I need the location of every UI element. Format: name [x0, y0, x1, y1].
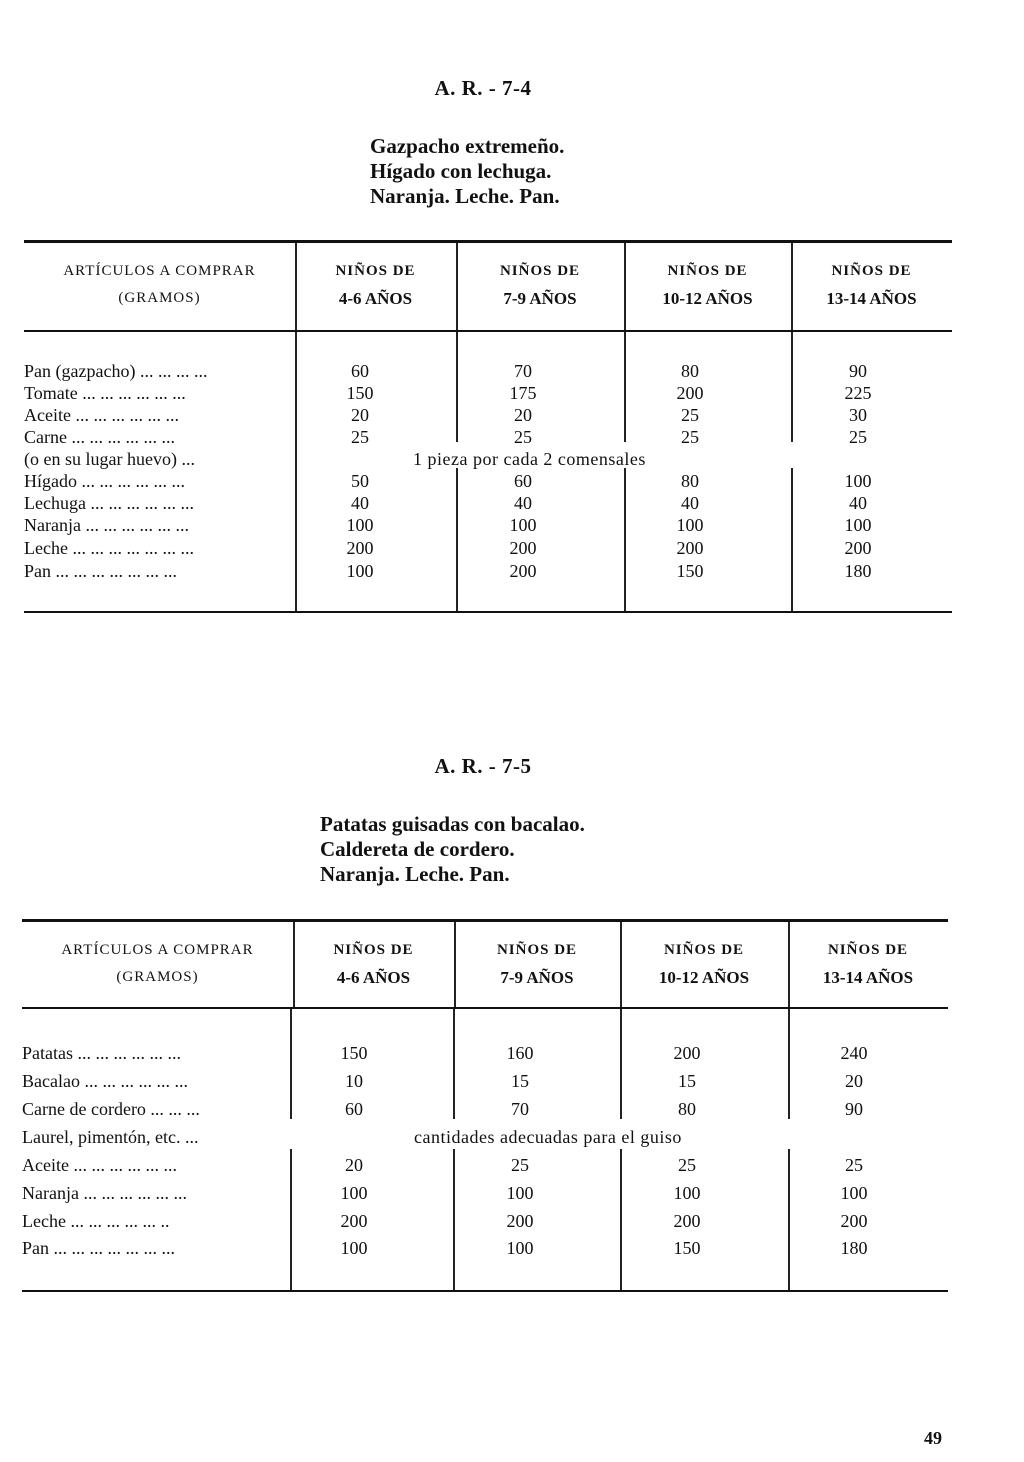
menu-item: Naranja. Leche. Pan.	[370, 184, 560, 208]
header-age-label: NIÑOS DE	[831, 263, 912, 279]
cell-value: 100	[506, 1183, 534, 1203]
header-age-label: NIÑOS DE	[499, 263, 581, 279]
header-age-col	[791, 258, 952, 312]
row-label: (o en su lugar huevo) ...	[24, 449, 195, 469]
cell-value: 180	[844, 561, 872, 581]
cell-value: 25	[849, 427, 867, 447]
table-row	[24, 448, 952, 470]
cell-value: 100	[346, 515, 374, 535]
spanning-note: cantidades adecuadas para el guiso	[414, 1127, 682, 1147]
cell-value: 25	[351, 427, 369, 447]
table-row	[24, 492, 952, 514]
row-label: Carne ... ... ... ... ... ...	[24, 427, 175, 447]
table-top-rule	[22, 919, 948, 922]
table-row	[22, 1126, 948, 1148]
cell-value: 30	[849, 405, 867, 425]
cell-value: 70	[511, 1099, 529, 1119]
cell-value: 70	[514, 361, 532, 381]
cell-value: 100	[346, 561, 374, 581]
shopping-table	[22, 919, 948, 1297]
header-age-col	[295, 258, 456, 312]
cell-value: 160	[506, 1043, 534, 1063]
cell-value: 10	[345, 1071, 363, 1091]
cell-value: 200	[506, 1211, 534, 1231]
cell-value: 60	[351, 361, 369, 381]
table-row	[22, 1154, 948, 1176]
cell-value: 25	[511, 1155, 529, 1175]
cell-value: 100	[509, 515, 537, 535]
header-articles	[24, 258, 295, 312]
cell-value: 200	[676, 538, 704, 558]
header-age-range: 13-14 AÑOS	[826, 289, 917, 308]
menu-item: Patatas guisadas con bacalao.	[320, 812, 585, 836]
cell-value: 25	[681, 405, 699, 425]
menu-item: Caldereta de cordero.	[320, 837, 515, 861]
row-label: Naranja ... ... ... ... ... ...	[24, 515, 189, 535]
cell-value: 15	[678, 1071, 696, 1091]
cell-value: 200	[840, 1211, 868, 1231]
table-row	[22, 1210, 948, 1232]
cell-value: 40	[849, 493, 867, 513]
table-row	[24, 404, 952, 426]
cell-value: 20	[345, 1155, 363, 1175]
header-age-col	[620, 937, 788, 991]
row-label: Bacalao ... ... ... ... ... ...	[22, 1071, 188, 1091]
header-age-range: 7-9 AÑOS	[500, 968, 574, 987]
cell-value: 90	[845, 1099, 863, 1119]
cell-value: 25	[678, 1155, 696, 1175]
cell-value: 80	[678, 1099, 696, 1119]
header-age-label: NIÑOS DE	[667, 263, 748, 279]
cell-value: 100	[840, 1183, 868, 1203]
cell-value: 100	[844, 515, 872, 535]
cell-value: 150	[346, 383, 374, 403]
table-row	[22, 1237, 948, 1259]
header-rule	[24, 330, 952, 332]
header-units-label: (GRAMOS)	[116, 969, 199, 985]
menu-item: Gazpacho extremeño.	[370, 134, 565, 158]
section-code: A. R. - 7-5	[434, 754, 532, 778]
header-units-label: (GRAMOS)	[118, 290, 201, 306]
header-age-col	[293, 937, 454, 991]
row-label: Pan ... ... ... ... ... ... ...	[22, 1238, 175, 1258]
table-bottom-rule	[24, 611, 952, 613]
cell-value: 25	[845, 1155, 863, 1175]
cell-value: 60	[514, 471, 532, 491]
header-age-range: 10-12 AÑOS	[658, 968, 750, 987]
row-label: Pan ... ... ... ... ... ... ...	[24, 561, 177, 581]
row-label: Naranja ... ... ... ... ... ...	[22, 1183, 187, 1203]
table-row	[24, 470, 952, 492]
row-label: Carne de cordero ... ... ...	[22, 1099, 200, 1119]
cell-value: 200	[346, 538, 374, 558]
row-label: Aceite ... ... ... ... ... ...	[24, 405, 179, 425]
row-label: Pan (gazpacho) ... ... ... ...	[24, 361, 208, 381]
cell-value: 200	[844, 538, 872, 558]
menu-list	[370, 134, 564, 209]
cell-value: 90	[849, 361, 867, 381]
header-age-col	[454, 937, 620, 991]
section-code: A. R. - 7-4	[434, 76, 532, 100]
row-label: Leche ... ... ... ... ... ... ...	[24, 538, 194, 558]
row-label: Aceite ... ... ... ... ... ...	[22, 1155, 177, 1175]
header-age-range: 13-14 AÑOS	[822, 968, 914, 987]
table-row	[24, 537, 952, 559]
cell-value: 150	[340, 1043, 368, 1063]
header-age-label: NIÑOS DE	[496, 942, 578, 958]
cell-value: 200	[509, 561, 537, 581]
header-articles	[22, 937, 293, 991]
header-age-label: NIÑOS DE	[333, 942, 414, 958]
table-bottom-rule	[22, 1290, 948, 1292]
row-label: Hígado ... ... ... ... ... ...	[24, 471, 185, 491]
cell-value: 100	[676, 515, 704, 535]
cell-value: 60	[345, 1099, 363, 1119]
row-label: Leche ... ... ... ... ... ..	[22, 1211, 170, 1231]
cell-value: 100	[844, 471, 872, 491]
cell-value: 225	[844, 383, 872, 403]
row-label: Laurel, pimentón, etc. ...	[22, 1127, 199, 1147]
table-top-rule	[24, 240, 952, 243]
cell-value: 200	[673, 1211, 701, 1231]
cell-value: 180	[840, 1238, 868, 1258]
cell-value: 25	[681, 427, 699, 447]
header-age-label: NIÑOS DE	[663, 942, 745, 958]
cell-value: 100	[673, 1183, 701, 1203]
table-row	[24, 360, 952, 382]
header-age-range: 4-6 AÑOS	[336, 968, 411, 987]
cell-value: 100	[340, 1183, 368, 1203]
row-label: Patatas ... ... ... ... ... ...	[22, 1043, 181, 1063]
cell-value: 100	[340, 1238, 368, 1258]
header-age-col	[456, 258, 624, 312]
cell-value: 20	[351, 405, 369, 425]
cell-value: 25	[514, 427, 532, 447]
cell-value: 100	[506, 1238, 534, 1258]
menu-list	[320, 812, 585, 887]
table-row	[24, 426, 952, 448]
cell-value: 40	[681, 493, 699, 513]
cell-value: 200	[673, 1043, 701, 1063]
cell-value: 150	[676, 561, 704, 581]
table-row	[22, 1182, 948, 1204]
cell-value: 80	[681, 361, 699, 381]
header-age-range: 10-12 AÑOS	[662, 289, 753, 308]
header-age-col	[624, 258, 791, 312]
table-row	[24, 382, 952, 404]
spanning-note: 1 pieza por cada 2 comensales	[413, 449, 646, 469]
cell-value: 80	[681, 471, 699, 491]
cell-value: 150	[673, 1238, 701, 1258]
cell-value: 240	[840, 1043, 868, 1063]
table-row	[22, 1042, 948, 1064]
cell-value: 20	[514, 405, 532, 425]
table-row	[24, 560, 952, 582]
header-age-range: 7-9 AÑOS	[503, 289, 577, 308]
cell-value: 15	[511, 1071, 529, 1091]
header-rule	[22, 1007, 948, 1009]
row-label: Lechuga ... ... ... ... ... ...	[24, 493, 194, 513]
header-age-range: 4-6 AÑOS	[338, 289, 413, 308]
cell-value: 50	[351, 471, 369, 491]
menu-item: Naranja. Leche. Pan.	[320, 862, 510, 886]
row-label: Tomate ... ... ... ... ... ...	[24, 383, 186, 403]
table-row	[22, 1098, 948, 1120]
cell-value: 40	[351, 493, 369, 513]
header-age-col	[788, 937, 948, 991]
cell-value: 200	[676, 383, 704, 403]
header-age-label: NIÑOS DE	[335, 263, 416, 279]
table-row	[24, 514, 952, 536]
header-articles-label: ARTÍCULOS A COMPRAR	[63, 263, 256, 279]
table-row	[22, 1070, 948, 1092]
header-age-label: NIÑOS DE	[827, 942, 909, 958]
cell-value: 200	[509, 538, 537, 558]
cell-value: 40	[514, 493, 532, 513]
shopping-table	[24, 240, 952, 618]
cell-value: 200	[340, 1211, 368, 1231]
cell-value: 175	[509, 383, 537, 403]
cell-value: 20	[845, 1071, 863, 1091]
header-articles-label: ARTÍCULOS A COMPRAR	[61, 942, 254, 958]
page-number: 49	[924, 1428, 942, 1448]
menu-item: Hígado con lechuga.	[370, 159, 552, 183]
